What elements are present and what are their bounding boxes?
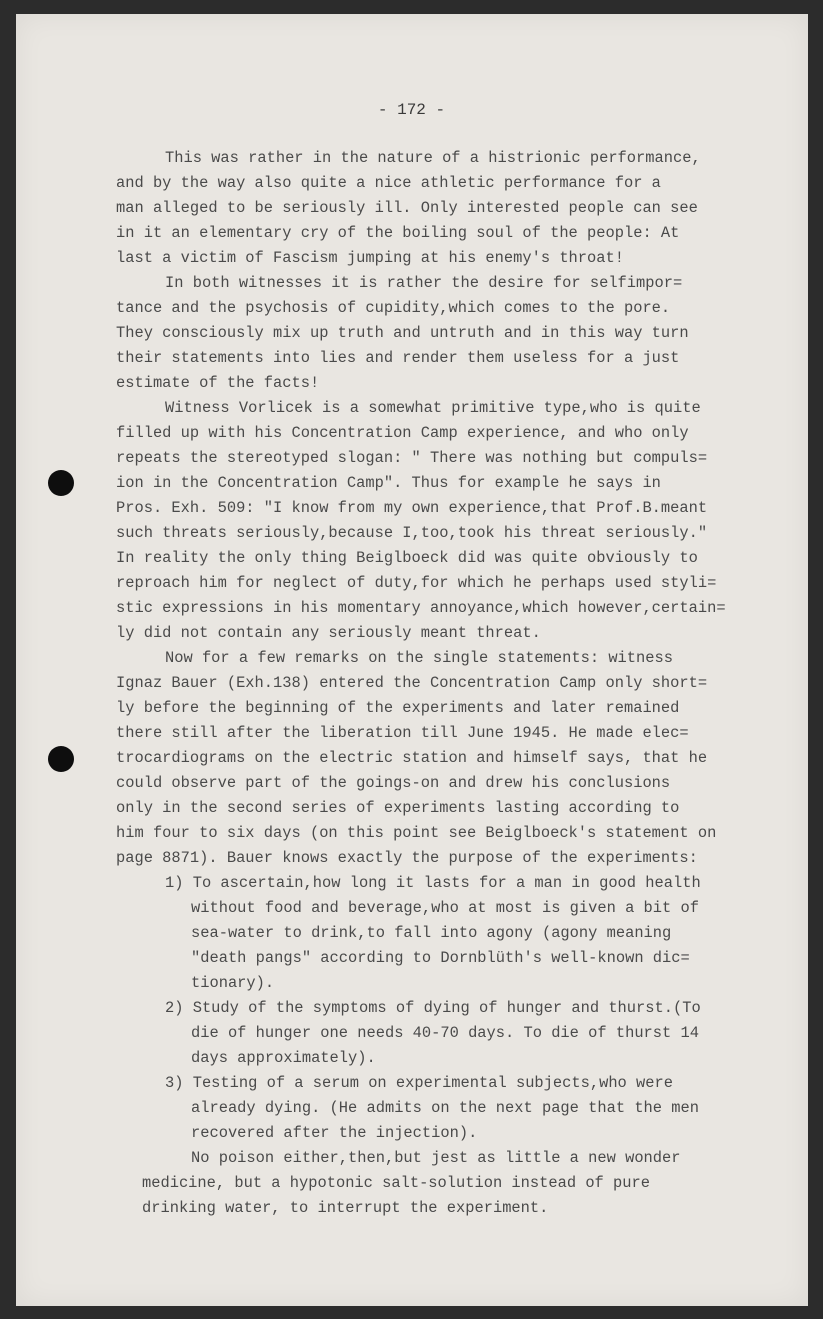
text-line: trocardiograms on the electric station and himself says, that he [116, 749, 708, 767]
text-line: 1) To ascertain,how long it lasts for a man in good health [165, 874, 701, 892]
text-line: In both witnesses it is rather the desire for selfimpor= [165, 274, 683, 292]
text-line: man alleged to be seriously ill. Only interested people can see [116, 199, 698, 217]
text-line: sea-water to drink,to fall into agony (agony meaning [191, 924, 672, 942]
text-line: such threats seriously,because I,too,took his threat seriously." [116, 524, 708, 542]
text-line: page 8871). Bauer knows exactly the purpose of the experiments: [116, 849, 698, 867]
text-line: ly before the beginning of the experiments and later remained [116, 699, 680, 717]
text-line: there still after the liberation till June 1945. He made elec= [116, 724, 689, 742]
text-line: No poison either,then,but jest as little a new wonder [191, 1149, 681, 1167]
text-line: tionary). [191, 974, 275, 992]
text-line: filled up with his Concentration Camp experience, and who only [116, 424, 689, 442]
text-line: him four to six days (on this point see Beiglboeck's statement on [116, 824, 717, 842]
text-line: This was rather in the nature of a histrionic performance, [165, 149, 701, 167]
page-number: - 172 - [377, 101, 446, 119]
text-line: 3) Testing of a serum on experimental subjects,who were [165, 1074, 673, 1092]
text-line: "death pangs" according to Dornblüth's well-known dic= [191, 949, 690, 967]
text-line: only in the second series of experiments lasting according to [116, 799, 680, 817]
text-line: Witness Vorlicek is a somewhat primitive type,who is quite [165, 399, 701, 417]
text-line: stic expressions in his momentary annoyance,which however,certain= [116, 599, 726, 617]
text-line: reproach him for neglect of duty,for which he perhaps used styli= [116, 574, 717, 592]
text-line: Now for a few remarks on the single statements: witness [165, 649, 673, 667]
punch-hole [48, 746, 74, 772]
text-line: their statements into lies and render them useless for a just [116, 349, 680, 367]
text-line: Ignaz Bauer (Exh.138) entered the Concentration Camp only short= [116, 674, 708, 692]
punch-hole [48, 470, 74, 496]
text-line: Pros. Exh. 509: "I know from my own experience,that Prof.B.meant [116, 499, 708, 517]
text-line: recovered after the injection). [191, 1124, 478, 1142]
text-line: tance and the psychosis of cupidity,which comes to the pore. [116, 299, 671, 317]
text-line: already dying. (He admits on the next page that the men [191, 1099, 699, 1117]
text-line: 2) Study of the symptoms of dying of hunger and thurst.(To [165, 999, 701, 1017]
text-line: ly did not contain any seriously meant threat. [116, 624, 541, 642]
text-line: In reality the only thing Beiglboeck did was quite obviously to [116, 549, 698, 567]
text-line: medicine, but a hypotonic salt-solution instead of pure [142, 1174, 650, 1192]
text-line: They consciously mix up truth and untruth and in this way turn [116, 324, 689, 342]
text-line: repeats the stereotyped slogan: " There was nothing but compuls= [116, 449, 708, 467]
text-line: without food and beverage,who at most is given a bit of [191, 899, 699, 917]
text-line: estimate of the facts! [116, 374, 320, 392]
text-line: days approximately). [191, 1049, 376, 1067]
text-line: could observe part of the goings-on and drew his conclusions [116, 774, 671, 792]
text-line: die of hunger one needs 40-70 days. To die of thurst 14 [191, 1024, 699, 1042]
text-line: drinking water, to interrupt the experiment. [142, 1199, 549, 1217]
text-line: and by the way also quite a nice athletic performance for a [116, 174, 661, 192]
text-line: last a victim of Fascism jumping at his enemy's throat! [116, 249, 624, 267]
text-line: ion in the Concentration Camp". Thus for example he says in [116, 474, 661, 492]
text-line: in it an elementary cry of the boiling soul of the people: At [116, 224, 680, 242]
